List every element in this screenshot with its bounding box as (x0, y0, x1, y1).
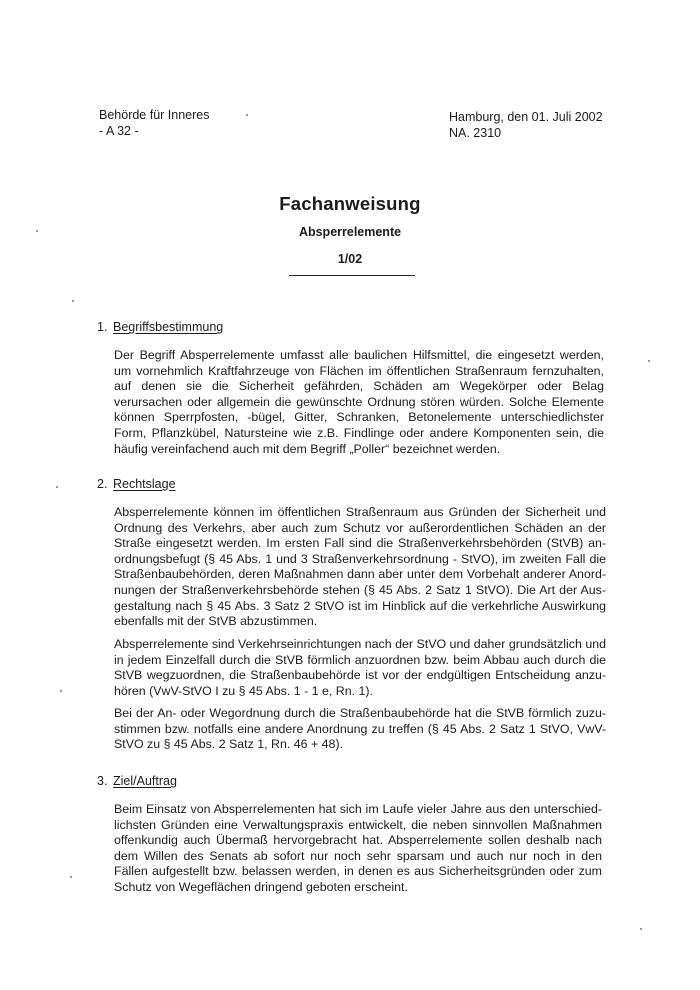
reference-number: NA. 2310 (449, 126, 502, 140)
sender-block (99, 107, 210, 139)
scan-speck (72, 300, 74, 302)
scan-speck (648, 360, 650, 362)
section-heading (97, 773, 617, 789)
section-body (114, 637, 606, 699)
section-body (114, 348, 604, 457)
section-heading (97, 319, 617, 335)
office-code: - A 32 - (99, 124, 139, 138)
section-title: Begriffsbestimmung (113, 320, 224, 334)
title-divider (289, 275, 415, 276)
section-title: Rechtslage (113, 477, 176, 491)
paragraph: Absperrelemente sind Verkehrseinrichtungen nach der StVO und daher grundsätzlich und in jedem Einzelfall durch die StVB förmlich anzuordnen bzw. beim Abbau auch durch die StVB wegzuordnen, die Straßenbaubehörde ist vor der endgültigen Entscheidung anzuhören (VwV-StVO I zu § 45 Abs. 1 - 1 e, Rn. 1). (114, 637, 606, 698)
scan-speck (56, 486, 58, 488)
document-number: 1/02 (337, 252, 363, 266)
scan-speck (36, 230, 38, 232)
section-body (114, 706, 606, 753)
scan-speck (640, 928, 642, 930)
section-body (114, 802, 602, 896)
paragraph: Bei der An- oder Wegordnung durch die Straßenbaubehörde hat die StVB förmlich zuzustimmen bzw. notfalls eine andere Anordnung zu treffen (§ 45 Abs. 2 Satz 1 StVO, VwV-StVO zu § 45 Abs. 2 Satz 1, Rn. 46 + 48). (114, 706, 606, 752)
document-subtitle: Absperrelemente (298, 225, 402, 239)
document-title: Fachanweisung (279, 193, 421, 214)
section-number: 3. (97, 774, 108, 788)
date-block (449, 109, 603, 141)
paragraph: Absperrelemente können im öffentlichen Straßenraum aus Gründen der Sicherheit und Ordnung des Verkehrs, aber auch zum Schutz vor außerordentlichen Schäden an der Straße eingesetzt werden. Im ersten Fall sind die Straßenverkehrsbehörden (StVB) anordnungsbefugt (§ 45 Abs. 1 und 3 Straßenverkehrsordnung - StVO), im zweiten Fall die Straßenbaubehörden, deren Maßnahmen dann aber unter dem Vorbehalt anderer Anordnungen der Straßenverkehrsbehörde stehen (§ 45 Abs. 2 Satz 1 StVO). Die Art der Ausgestaltung nach § 45 Abs. 3 Satz 2 StVO ist im Hinblick auf die verkehrliche Auswirkung ebenfalls mit der StVB abzustimmen. (114, 505, 606, 629)
authority-name: Behörde für Inneres (99, 108, 210, 122)
section-body (114, 505, 606, 630)
section-heading (97, 476, 617, 492)
section-number: 2. (97, 477, 108, 491)
section-legal-situation (97, 476, 617, 492)
scan-speck (60, 690, 62, 692)
paragraph: Der Begriff Absperrelemente umfasst alle baulichen Hilfsmittel, die eingesetzt werden, um vornehmlich Kraftfahrzeuge von Flächen im öffentlichen Straßenraum fernzuhalten, auf denen sie die Sicherheit gefährden, Schäden am Wegekörper oder Belag verursachen oder allgemein die gewünschte Ordnung stören würden. Solche Elemente können Sperrpfosten, -bügel, Gitter, Schranken, Betonelemente unterschiedlichster Form, Pflanzkübel, Natursteine wie z.B. Findlinge oder andere Komponenten sein, die häufig vereinfachend auch mit dem Begriff „Poller“ bezeichnet werden. (114, 348, 604, 456)
section-definitions (97, 319, 617, 335)
scan-speck (70, 876, 72, 878)
section-number: 1. (97, 320, 108, 334)
section-goal (97, 773, 617, 789)
place-date: Hamburg, den 01. Juli 2002 (449, 110, 603, 124)
section-title: Ziel/Auftrag (113, 774, 177, 788)
paragraph: Beim Einsatz von Absperrelementen hat sich im Laufe vieler Jahre aus den unterschiedlichsten Gründen eine Verwaltungspraxis entwickelt, die neben sinnvollen Maßnahmen offenkundig auch Übermaß hervorgebracht hat. Absperrelemente sollen deshalb nach dem Willen des Senats ab sofort nur noch sehr sparsam und auch nur noch in den Fällen aufgestellt bzw. belassen werden, in denen es aus Sicherheitsgründen oder zum Schutz von Wegeflächen dringend geboten erscheint. (114, 802, 602, 894)
scan-speck (246, 114, 248, 116)
